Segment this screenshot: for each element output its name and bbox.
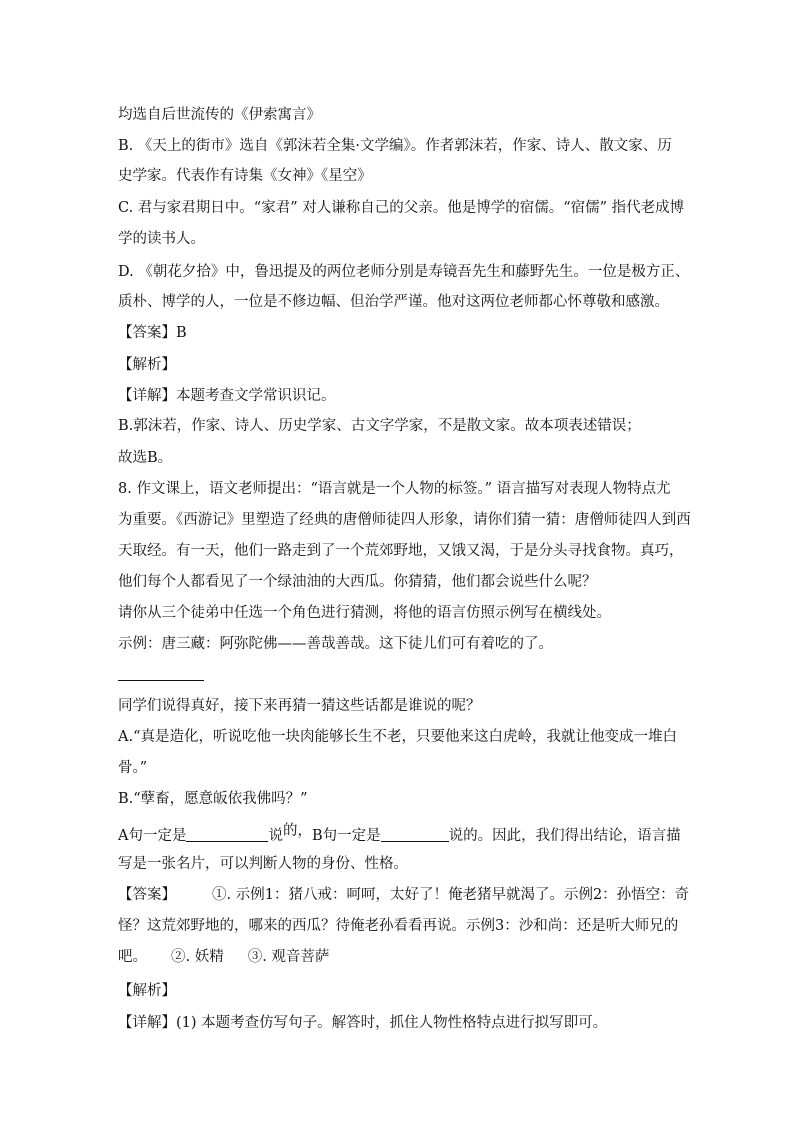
text-line: 均选自后世流传的《伊索寓言》 [118, 107, 321, 123]
text-segment: 说的。因此，我们得出结论，语言描 [448, 828, 681, 844]
text-line: 怪？这荒郊野地的，哪来的西瓜？待俺老孙看看再说。示例3：沙和尚：还是听大师兄的 [118, 918, 679, 934]
question-8: 8. 作文课上，语文老师提出：“语言就是一个人物的标签。” 语言描写对表现人物特点尤 [118, 481, 671, 497]
quote-a: A.“真是造化，听说吃他一块肉能够长生不老，只要他来这白虎岭，我就让他变成一堆白 [118, 729, 677, 745]
answer-text: ①. 示例1：猪八戒：呵呵，太好了！俺老猪早就渴了。示例2：孙悟空：奇 [212, 887, 690, 903]
text-line: B.郭沫若，作家、诗人、历史学家、古文字学家，不是散文家。故本项表述错误； [118, 418, 641, 434]
text-segment: 吧。 [118, 949, 147, 965]
text-line: 写是一张名片，可以判断人物的身份、性格。 [118, 856, 408, 872]
text-line: 学的读书人。 [118, 231, 205, 247]
answer-label: 【答案】B [118, 325, 187, 341]
analysis-label: 【解析】 [118, 357, 176, 373]
text-segment: 的， [282, 823, 312, 839]
text-line: 天取经。有一天，他们一路走到了一个荒郊野地，又饿又渴，于是分头寻找食物。真巧， [118, 543, 684, 559]
text-line: 同学们说得真好，接下来再猜一猜这些话都是谁说的呢？ [118, 698, 481, 714]
text-line: 他们每个人都看见了一个绿油油的大西瓜。你猜猜，他们都会说些什么呢？ [118, 574, 597, 590]
analysis-label: 【解析】 [118, 983, 176, 999]
text-segment: A句一定是 [118, 828, 187, 844]
detail-line: 【详解】(1) 本题考查仿写句子。解答时，抓住人物性格特点进行拟写即可。 [118, 1015, 608, 1031]
fill-blank-line [118, 824, 681, 845]
text-line: 故选B。 [118, 450, 173, 466]
detail-line: 【详解】本题考查文学常识识记。 [118, 388, 336, 404]
option-d: D. 《朝花夕拾》中，鲁迅提及的两位老师分别是寿镜吾先生和藤野先生。一位是极方正、 [118, 264, 690, 280]
answer-3: ③. 观音菩萨 [247, 949, 330, 965]
text-line: 请你从三个徒弟中任选一个角色进行猜测，将他的语言仿照示例写在横线处。 [118, 605, 611, 621]
answer-line [118, 945, 329, 966]
blank-line [186, 827, 268, 842]
answer-underline [118, 680, 204, 681]
text-segment: 说 [268, 828, 283, 844]
answer-label: 【答案】 [118, 887, 176, 903]
text-line: 为重要。《西游记》里塑造了经典的唐僧师徒四人形象，请你们猜一猜：唐僧师徒四人到西 [118, 512, 691, 528]
option-b: B. 《天上的街市》选自《郭沫若全集·文学编》。作者郭沫若，作家、诗人、散文家、历 [118, 138, 672, 154]
answer-line [118, 883, 689, 904]
option-c: C. 君与家君期日中。“家君” 对人谦称自己的父亲。他是博学的宿儒。“宿儒” 指代老成博 [118, 200, 685, 216]
text-segment: B句一定是 [311, 828, 381, 844]
quote-b: B.“孽畜，愿意皈依我佛吗？” [118, 791, 308, 807]
answer-2: ②. 妖精 [171, 949, 224, 965]
text-line: 质朴、博学的人，一位是不修边幅、但治学严谨。他对这两位老师都心怀尊敬和感激。 [118, 294, 669, 310]
text-line: 骨。” [118, 760, 148, 776]
example-line: 示例：唐三藏：阿弥陀佛——善哉善哉。这下徒儿们可有着吃的了。 [118, 636, 553, 652]
blank-line [381, 827, 449, 842]
text-line: 史学家。代表作有诗集《女神》《星空》 [118, 168, 372, 184]
